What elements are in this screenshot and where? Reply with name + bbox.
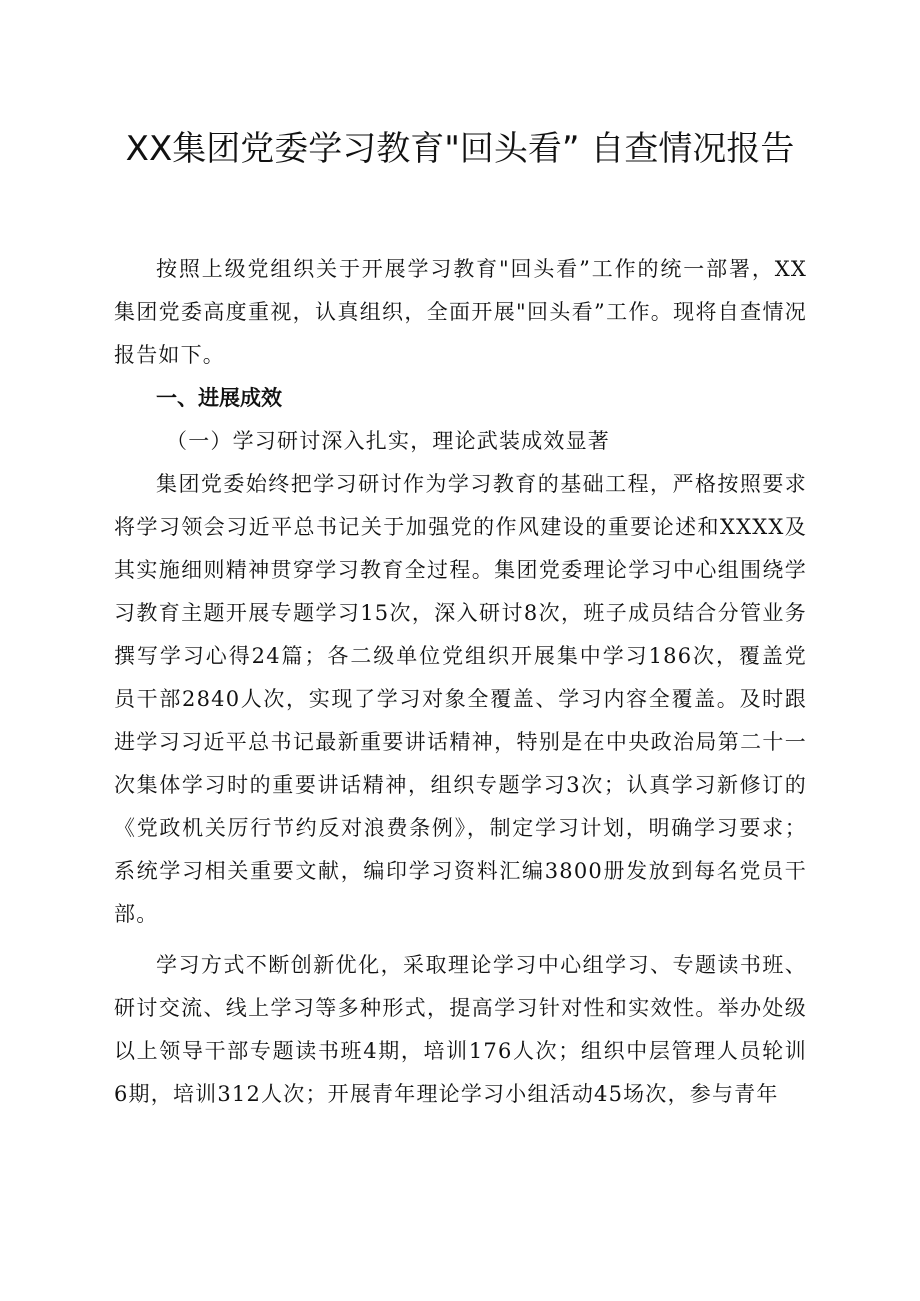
body-paragraph: 学习方式不断创新优化，采取理论学习中心组学习、专题读书班、研讨交流、线上学习等多种形式，提高学习针对性和实效性。举办处级以上领导干部专题读书班4期，培训176人次；组织中层管理人员轮训6期，培训312人次；开展青年理论学习小组活动45场次，参与青年 <box>114 953 807 1106</box>
subsection-heading: （一）学习研讨深入扎实，理论武装成效显著 <box>166 429 610 453</box>
section-heading: 一、进展成效 <box>156 386 282 410</box>
intro-paragraph: 按照上级党组织关于开展学习教育"回头看”工作的统一部署，XX集团党委高度重视，认真组织，全面开展"回头看”工作。现将自查情况报告如下。 <box>114 257 807 367</box>
document-title: XX集团党委学习教育"回头看” 自查情况报告 <box>125 129 795 169</box>
paragraph-gap <box>114 936 807 944</box>
body-paragraph: 集团党委始终把学习研讨作为学习教育的基础工程，严格按照要求将学习领会习近平总书记关于加强党的作风建设的重要论述和XXXX及其实施细则精神贯穿学习教育全过程。集团党委理论学习中心组围绕学习教育主题开展专题学习15次，深入研讨8次，班子成员结合分管业务撰写学习心得24篇；各二级单位党组织开展集中学习186次，覆盖党员干部2840人次，实现了学习对象全覆盖、学习内容全覆盖。及时跟进学习习近平总书记最新重要讲话精神，特别是在中央政治局第二十一次集体学习时的重要讲话精神，组织专题学习3次；认真学习新修订的《党政机关厉行节约反对浪费条例》，制定学习计划，明确学习要求；系统学习相关重要文献，编印学习资料汇编3800册发放到每名党员干部。 <box>114 472 807 926</box>
document-body <box>114 248 807 1116</box>
